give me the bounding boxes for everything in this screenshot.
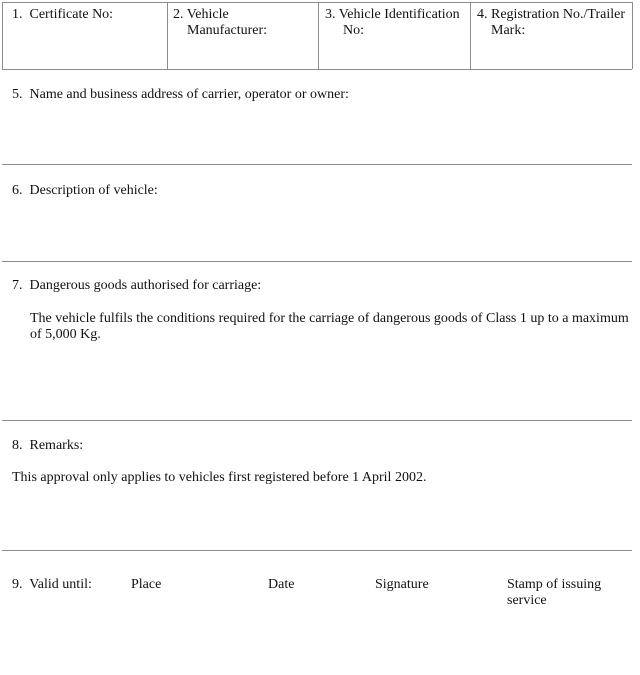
remarks-text: This approval only applies to vehicles first registered before 1 April 2002. bbox=[12, 470, 427, 485]
signature-label: Signature bbox=[375, 577, 429, 592]
carrier-address-section bbox=[12, 87, 349, 103]
vehicle-description-label: Description of vehicle: bbox=[29, 183, 158, 198]
field-number: 7. bbox=[12, 278, 23, 293]
left-border bbox=[2, 2, 3, 69]
registration-no-label-line2: Mark: bbox=[491, 23, 526, 38]
section8-bottom-line bbox=[2, 550, 632, 551]
col-divider-3 bbox=[470, 2, 471, 69]
field-number: 4. bbox=[477, 7, 488, 22]
top-border bbox=[2, 2, 632, 3]
registration-no-label-line1: Registration No./Trailer bbox=[491, 7, 626, 22]
stamp-label-line1: Stamp of issuing bbox=[507, 577, 602, 592]
section6-bottom-line bbox=[2, 261, 632, 262]
registration-no-field bbox=[477, 7, 625, 39]
dangerous-goods-text-line2: of 5,000 Kg. bbox=[30, 327, 101, 342]
field-number: 6. bbox=[12, 183, 23, 198]
valid-until-label: Valid until: bbox=[29, 577, 92, 592]
field-number: 9. bbox=[12, 577, 23, 592]
date-label: Date bbox=[268, 577, 295, 592]
col-divider-2 bbox=[318, 2, 319, 69]
right-border bbox=[632, 2, 633, 69]
remarks-section bbox=[12, 438, 83, 454]
field-number: 1. bbox=[12, 7, 23, 22]
valid-until-field bbox=[12, 577, 92, 593]
field-number: 8. bbox=[12, 438, 23, 453]
field-number: 5. bbox=[12, 87, 23, 102]
vehicle-identification-label-line2: No: bbox=[343, 23, 364, 38]
certificate-no-field bbox=[12, 7, 113, 23]
header-bottom-line bbox=[2, 69, 632, 70]
place-label: Place bbox=[131, 577, 162, 592]
dangerous-goods-label: Dangerous goods authorised for carriage: bbox=[29, 278, 262, 293]
field-number: 2. bbox=[173, 7, 184, 22]
remarks-label: Remarks: bbox=[29, 438, 84, 453]
vehicle-description-section bbox=[12, 183, 158, 199]
stamp-label-line2: service bbox=[507, 593, 547, 608]
stamp-label bbox=[507, 577, 601, 609]
field-number: 3. bbox=[325, 7, 336, 22]
vehicle-manufacturer-field bbox=[173, 7, 267, 39]
section7-bottom-line bbox=[2, 420, 632, 421]
certificate-no-label: Certificate No: bbox=[29, 7, 114, 22]
vehicle-manufacturer-label-line2: Manufacturer: bbox=[187, 23, 268, 38]
dangerous-goods-text-line1: The vehicle fulfils the conditions required for the carriage of dangerous goods of Class 1 up to a maximum bbox=[30, 311, 629, 326]
dangerous-goods-section bbox=[12, 278, 261, 294]
vehicle-identification-label-line1: Vehicle Identification bbox=[338, 7, 460, 22]
carrier-address-label: Name and business address of carrier, operator or owner: bbox=[29, 87, 349, 102]
col-divider-1 bbox=[167, 2, 168, 69]
vehicle-manufacturer-label-line1: Vehicle bbox=[186, 7, 229, 22]
section5-bottom-line bbox=[2, 164, 632, 165]
vehicle-identification-field bbox=[325, 7, 460, 39]
